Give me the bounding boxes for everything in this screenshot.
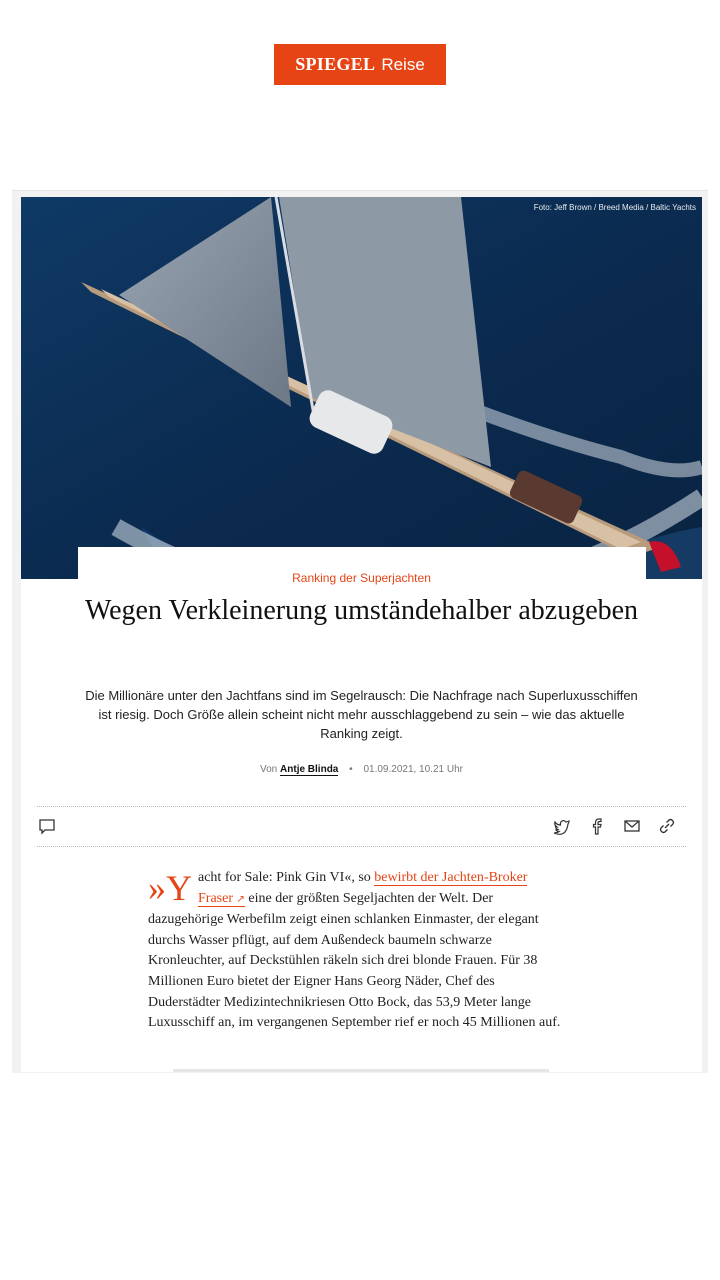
hero-image [21,197,702,579]
sailing-yacht-image [21,197,702,579]
logo-section: Reise [381,54,425,74]
byline-separator: • [349,764,353,775]
photo-credit: Foto: Jeff Brown / Breed Media / Baltic Yachts [533,203,696,212]
body-text-start: acht for Sale: Pink Gin VI«, so [198,870,375,885]
publish-date: 01.09.2021, 10.21 Uhr [363,764,463,775]
divider-bottom [37,846,686,847]
dropcap: »Y [148,868,192,908]
external-link-icon: ↗ [236,893,245,905]
comment-icon[interactable] [37,816,57,836]
author-link[interactable]: Antje Blinda [280,764,339,775]
article-body [148,868,563,1034]
share-toolbar [37,814,686,838]
twitter-icon[interactable] [552,816,572,836]
content-divider [173,1069,549,1072]
byline-prefix: Von [260,764,278,775]
byline [21,764,702,775]
mail-icon[interactable] [622,816,642,836]
logo-brand: SPIEGEL [295,54,376,74]
link-icon[interactable] [657,816,677,836]
broker-link-text: bewirbt der Jachten-Broker Fraser [198,870,528,906]
divider-top [37,806,686,807]
article-card [21,197,702,1072]
body-text-end: eine der größten Segeljachten der Welt. Der dazugehörige Werbefilm zeigt einen schlanken Einmaster, der elegant durchs Wasser pflügt, auf dem Außendeck baumeln schwarze Kronleuchter, auf Deckstühlen räkeln sich drei blonde Frauen. Für 38 Millionen Euro bietet der Eigner Hans Georg Näder, Chef des Duderstädter Medizintechnikriesen Otto Bock, das 53,9 Meter lange Luxusschiff an, im vergangenen September rief er noch 45 Millionen auf. [148,890,561,1031]
article-kicker[interactable]: Ranking der Superjachten [292,571,431,585]
article-teaser: Die Millionäre unter den Jachtfans sind im Segelrausch: Die Nachfrage nach Superluxusschiffen ist riesig. Doch Größe allein scheint nicht mehr ausschlaggebend zu sein – wie das aktuelle Ranking zeigt. [85,688,638,741]
article-title: Wegen Verkleinerung umständehalber abzugeben [84,595,639,626]
spiegel-reise-logo[interactable] [274,44,446,85]
facebook-icon[interactable] [587,816,607,836]
